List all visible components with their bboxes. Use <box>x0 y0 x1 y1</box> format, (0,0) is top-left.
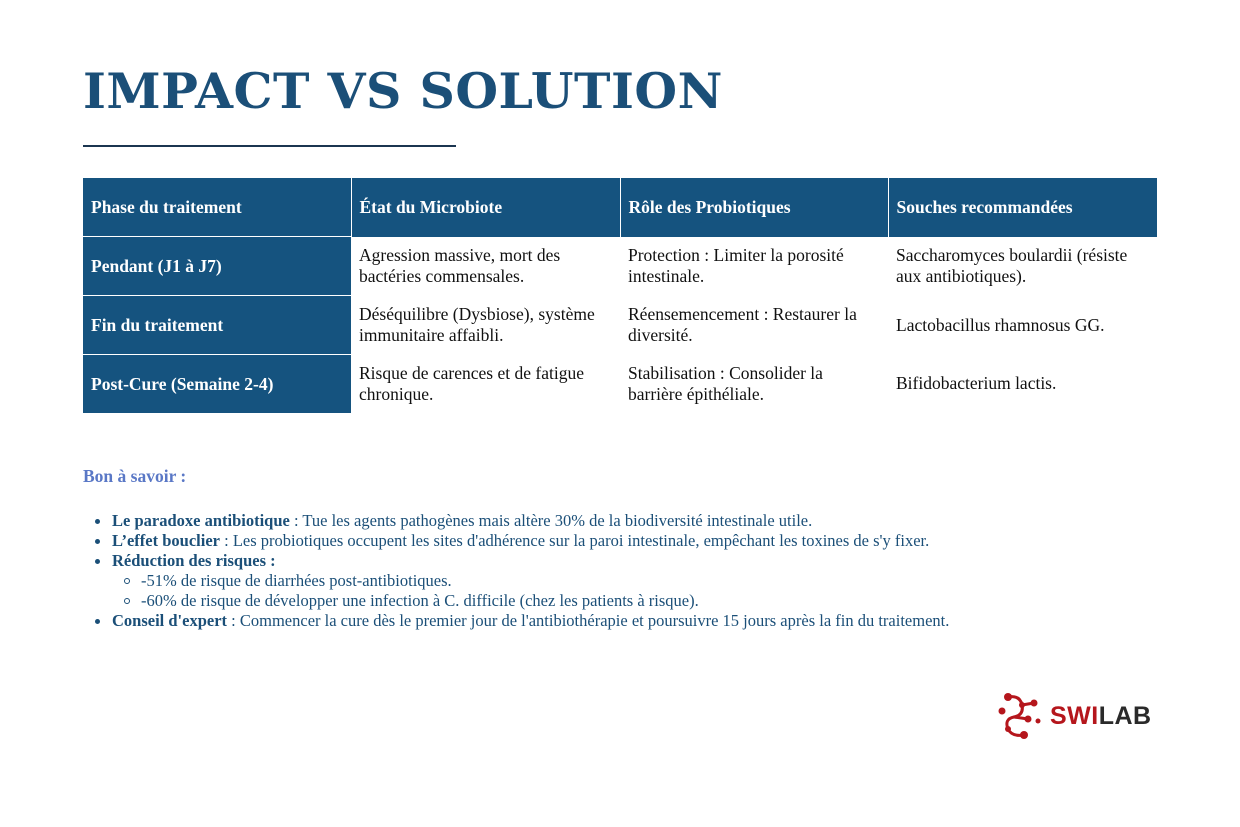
note-term: Conseil d'expert <box>112 611 228 630</box>
table-row <box>83 355 1157 414</box>
table-row <box>83 296 1157 355</box>
swilab-logo <box>998 688 1158 744</box>
cell-etat: Risque de carences et de fatigue chronique. <box>351 355 620 414</box>
sub-list-item: -51% de risque de diarrhées post-antibiotiques. <box>141 571 1192 591</box>
column-header-phase: Phase du traitement <box>83 178 351 237</box>
row-phase-label: Post-Cure (Semaine 2-4) <box>83 355 351 414</box>
cell-etat: Agression massive, mort des bactéries commensales. <box>351 237 620 296</box>
notes-list <box>83 511 1192 631</box>
column-header-souches: Souches recommandées <box>888 178 1157 237</box>
cell-souches: Lactobacillus rhamnosus GG. <box>888 296 1157 355</box>
cell-souches: Saccharomyces boulardii (résiste aux antibiotiques). <box>888 237 1157 296</box>
list-item <box>112 511 1192 531</box>
cell-etat: Déséquilibre (Dysbiose), système immunitaire affaibli. <box>351 296 620 355</box>
page-title: IMPACT VS SOLUTION <box>83 62 723 120</box>
note-text: : Commencer la cure dès le premier jour de l'antibiothérapie et poursuivre 15 jours après la fin du traitement. <box>227 611 950 630</box>
sub-list-item: -60% de risque de développer une infection à C. difficile (chez les patients à risque). <box>141 591 1192 611</box>
list-item <box>112 531 1192 551</box>
list-item <box>112 551 1192 611</box>
impact-solution-table <box>83 178 1157 413</box>
note-term: L’effet bouclier <box>112 531 220 550</box>
table-header-row <box>83 178 1157 237</box>
molecule-icon <box>998 689 1042 743</box>
row-phase-label: Pendant (J1 à J7) <box>83 237 351 296</box>
risk-sublist <box>112 571 1192 611</box>
cell-role: Protection : Limiter la porosité intestinale. <box>620 237 888 296</box>
cell-role: Réensemencement : Restaurer la diversité. <box>620 296 888 355</box>
notes-heading: Bon à savoir : <box>83 466 187 486</box>
cell-role: Stabilisation : Consolider la barrière épithéliale. <box>620 355 888 414</box>
note-text: : Tue les agents pathogènes mais altère 30% de la biodiversité intestinale utile. <box>289 511 813 530</box>
note-term: Réduction des risques : <box>112 551 276 570</box>
table-row <box>83 237 1157 296</box>
row-phase-label: Fin du traitement <box>83 296 351 355</box>
title-underline <box>83 145 456 147</box>
list-item <box>112 611 1192 631</box>
column-header-etat: État du Microbiote <box>351 178 620 237</box>
logo-wordmark: SWILAB <box>1050 701 1152 730</box>
note-text: : Les probiotiques occupent les sites d'adhérence sur la paroi intestinale, empêchant les toxines de s'y fixer. <box>219 531 930 550</box>
column-header-role: Rôle des Probiotiques <box>620 178 888 237</box>
note-term: Le paradoxe antibiotique <box>112 511 290 530</box>
cell-souches: Bifidobacterium lactis. <box>888 355 1157 414</box>
